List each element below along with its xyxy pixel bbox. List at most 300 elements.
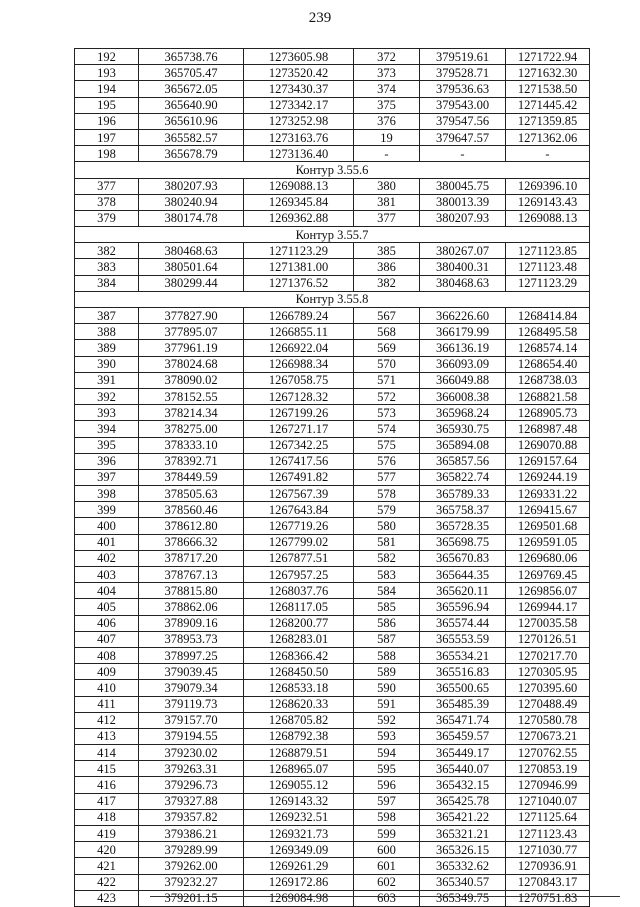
- table-row: [75, 631, 590, 647]
- bottom-rule: [150, 896, 620, 897]
- point-number-cell: 578: [354, 486, 420, 502]
- y-coordinate-cell: 1269088.13: [244, 178, 354, 194]
- point-number-cell: 396: [75, 453, 139, 469]
- table-row: [75, 210, 590, 226]
- y-coordinate-cell: 1269157.64: [506, 453, 590, 469]
- y-coordinate-cell: 1267957.25: [244, 567, 354, 583]
- x-coordinate-cell: 365534.21: [420, 647, 506, 663]
- y-coordinate-cell: 1269396.10: [506, 178, 590, 194]
- point-number-cell: 419: [75, 826, 139, 842]
- y-coordinate-cell: 1269321.73: [244, 826, 354, 842]
- x-coordinate-cell: 365321.21: [420, 826, 506, 842]
- x-coordinate-cell: 379519.61: [420, 49, 506, 65]
- y-coordinate-cell: 1273430.37: [244, 81, 354, 97]
- point-number-cell: -: [354, 146, 420, 162]
- table-row: [75, 858, 590, 874]
- point-number-cell: 595: [354, 761, 420, 777]
- y-coordinate-cell: 1271376.52: [244, 275, 354, 291]
- point-number-cell: 603: [354, 890, 420, 906]
- point-number-cell: 394: [75, 421, 139, 437]
- x-coordinate-cell: 380240.94: [139, 194, 244, 210]
- x-coordinate-cell: 365459.57: [420, 728, 506, 744]
- table-row: [75, 890, 590, 906]
- point-number-cell: 391: [75, 372, 139, 388]
- y-coordinate-cell: 1273252.98: [244, 113, 354, 129]
- point-number-cell: 413: [75, 728, 139, 744]
- x-coordinate-cell: 379157.70: [139, 712, 244, 728]
- x-coordinate-cell: 379547.56: [420, 113, 506, 129]
- table-row: [75, 81, 590, 97]
- table-row: [75, 388, 590, 404]
- point-number-cell: 405: [75, 599, 139, 615]
- y-coordinate-cell: 1271123.48: [506, 259, 590, 275]
- x-coordinate-cell: 365449.17: [420, 745, 506, 761]
- y-coordinate-cell: 1271030.77: [506, 842, 590, 858]
- point-number-cell: 197: [75, 129, 139, 145]
- table-row: [75, 567, 590, 583]
- table-row: [75, 712, 590, 728]
- table-row: [75, 534, 590, 550]
- point-number-cell: 383: [75, 259, 139, 275]
- table-row: [75, 405, 590, 421]
- y-coordinate-cell: 1271359.85: [506, 113, 590, 129]
- point-number-cell: 384: [75, 275, 139, 291]
- point-number-cell: 581: [354, 534, 420, 550]
- y-coordinate-cell: 1269680.06: [506, 550, 590, 566]
- x-coordinate-cell: 365728.35: [420, 518, 506, 534]
- table-row: [75, 680, 590, 696]
- y-coordinate-cell: 1269769.45: [506, 567, 590, 583]
- x-coordinate-cell: 365349.75: [420, 890, 506, 906]
- y-coordinate-cell: 1271123.85: [506, 243, 590, 259]
- x-coordinate-cell: 378953.73: [139, 631, 244, 647]
- point-number-cell: 373: [354, 65, 420, 81]
- point-number-cell: 587: [354, 631, 420, 647]
- point-number-cell: 382: [354, 275, 420, 291]
- x-coordinate-cell: 378767.13: [139, 567, 244, 583]
- y-coordinate-cell: 1268366.42: [244, 647, 354, 663]
- x-coordinate-cell: 365758.37: [420, 502, 506, 518]
- y-coordinate-cell: 1273163.76: [244, 129, 354, 145]
- x-coordinate-cell: 380207.93: [139, 178, 244, 194]
- point-number-cell: 418: [75, 809, 139, 825]
- x-coordinate-cell: 378449.59: [139, 469, 244, 485]
- point-number-cell: 588: [354, 647, 420, 663]
- x-coordinate-cell: 366136.19: [420, 340, 506, 356]
- x-coordinate-cell: 379232.27: [139, 874, 244, 890]
- table-row: [75, 826, 590, 842]
- y-coordinate-cell: 1269362.88: [244, 210, 354, 226]
- point-number-cell: 402: [75, 550, 139, 566]
- point-number-cell: 568: [354, 324, 420, 340]
- x-coordinate-cell: 379119.73: [139, 696, 244, 712]
- y-coordinate-cell: 1269172.86: [244, 874, 354, 890]
- y-coordinate-cell: 1267491.82: [244, 469, 354, 485]
- table-row: [75, 65, 590, 81]
- x-coordinate-cell: 379194.55: [139, 728, 244, 744]
- y-coordinate-cell: 1268414.84: [506, 308, 590, 324]
- point-number-cell: 399: [75, 502, 139, 518]
- table-row: [75, 49, 590, 65]
- point-number-cell: 591: [354, 696, 420, 712]
- y-coordinate-cell: 1268965.07: [244, 761, 354, 777]
- x-coordinate-cell: 365332.62: [420, 858, 506, 874]
- x-coordinate-cell: 378909.16: [139, 615, 244, 631]
- point-number-cell: 571: [354, 372, 420, 388]
- y-coordinate-cell: 1266922.04: [244, 340, 354, 356]
- x-coordinate-cell: 365620.11: [420, 583, 506, 599]
- point-number-cell: 372: [354, 49, 420, 65]
- point-number-cell: 572: [354, 388, 420, 404]
- x-coordinate-cell: 365930.75: [420, 421, 506, 437]
- table-row: [75, 809, 590, 825]
- point-number-cell: 592: [354, 712, 420, 728]
- point-number-cell: 19: [354, 129, 420, 145]
- x-coordinate-cell: 378815.80: [139, 583, 244, 599]
- y-coordinate-cell: 1267643.84: [244, 502, 354, 518]
- y-coordinate-cell: 1273136.40: [244, 146, 354, 162]
- table-row: [75, 518, 590, 534]
- point-number-cell: 375: [354, 97, 420, 113]
- x-coordinate-cell: 365582.57: [139, 129, 244, 145]
- contour-header-row: [75, 227, 590, 243]
- table-row: [75, 761, 590, 777]
- y-coordinate-cell: 1270488.49: [506, 696, 590, 712]
- point-number-cell: 377: [75, 178, 139, 194]
- y-coordinate-cell: 1271123.29: [244, 243, 354, 259]
- contour-header-row: [75, 162, 590, 178]
- point-number-cell: 378: [75, 194, 139, 210]
- point-number-cell: 589: [354, 664, 420, 680]
- point-number-cell: 593: [354, 728, 420, 744]
- x-coordinate-cell: 365640.90: [139, 97, 244, 113]
- y-coordinate-cell: 1273342.17: [244, 97, 354, 113]
- point-number-cell: 602: [354, 874, 420, 890]
- point-number-cell: 387: [75, 308, 139, 324]
- table-row: [75, 194, 590, 210]
- table-row: [75, 583, 590, 599]
- point-number-cell: 586: [354, 615, 420, 631]
- y-coordinate-cell: 1270853.19: [506, 761, 590, 777]
- y-coordinate-cell: 1273520.42: [244, 65, 354, 81]
- point-number-cell: 599: [354, 826, 420, 842]
- point-number-cell: 386: [354, 259, 420, 275]
- contour-title: Контур 3.55.6: [75, 162, 590, 178]
- x-coordinate-cell: 378275.00: [139, 421, 244, 437]
- y-coordinate-cell: 1268620.33: [244, 696, 354, 712]
- point-number-cell: 401: [75, 534, 139, 550]
- point-number-cell: 574: [354, 421, 420, 437]
- y-coordinate-cell: 1267719.26: [244, 518, 354, 534]
- x-coordinate-cell: 365421.22: [420, 809, 506, 825]
- x-coordinate-cell: 378152.55: [139, 388, 244, 404]
- y-coordinate-cell: 1269084.98: [244, 890, 354, 906]
- x-coordinate-cell: 380207.93: [420, 210, 506, 226]
- x-coordinate-cell: 365340.57: [420, 874, 506, 890]
- point-number-cell: 398: [75, 486, 139, 502]
- point-number-cell: 598: [354, 809, 420, 825]
- x-coordinate-cell: 380299.44: [139, 275, 244, 291]
- point-number-cell: 577: [354, 469, 420, 485]
- y-coordinate-cell: 1270946.99: [506, 777, 590, 793]
- point-number-cell: 388: [75, 324, 139, 340]
- x-coordinate-cell: 365822.74: [420, 469, 506, 485]
- point-number-cell: 407: [75, 631, 139, 647]
- x-coordinate-cell: 379543.00: [420, 97, 506, 113]
- point-number-cell: 570: [354, 356, 420, 372]
- x-coordinate-cell: 379357.82: [139, 809, 244, 825]
- table-row: [75, 777, 590, 793]
- point-number-cell: 580: [354, 518, 420, 534]
- y-coordinate-cell: 1269261.29: [244, 858, 354, 874]
- table-row: [75, 113, 590, 129]
- table-row: [75, 308, 590, 324]
- x-coordinate-cell: 365857.56: [420, 453, 506, 469]
- point-number-cell: 594: [354, 745, 420, 761]
- y-coordinate-cell: 1270762.55: [506, 745, 590, 761]
- point-number-cell: 195: [75, 97, 139, 113]
- x-coordinate-cell: 378333.10: [139, 437, 244, 453]
- y-coordinate-cell: 1271123.29: [506, 275, 590, 291]
- x-coordinate-cell: 378717.20: [139, 550, 244, 566]
- x-coordinate-cell: 366049.88: [420, 372, 506, 388]
- table-row: [75, 469, 590, 485]
- x-coordinate-cell: 378612.80: [139, 518, 244, 534]
- table-row: [75, 502, 590, 518]
- y-coordinate-cell: 1270035.58: [506, 615, 590, 631]
- y-coordinate-cell: 1268495.58: [506, 324, 590, 340]
- x-coordinate-cell: 366226.60: [420, 308, 506, 324]
- y-coordinate-cell: 1271362.06: [506, 129, 590, 145]
- table-row: [75, 243, 590, 259]
- y-coordinate-cell: 1269055.12: [244, 777, 354, 793]
- point-number-cell: 583: [354, 567, 420, 583]
- point-number-cell: 597: [354, 793, 420, 809]
- point-number-cell: 400: [75, 518, 139, 534]
- table-row: [75, 550, 590, 566]
- x-coordinate-cell: 379289.99: [139, 842, 244, 858]
- table-row: [75, 129, 590, 145]
- point-number-cell: 193: [75, 65, 139, 81]
- x-coordinate-cell: 380013.39: [420, 194, 506, 210]
- coordinates-table: [74, 48, 590, 907]
- y-coordinate-cell: 1266988.34: [244, 356, 354, 372]
- y-coordinate-cell: 1268792.38: [244, 728, 354, 744]
- point-number-cell: 377: [354, 210, 420, 226]
- y-coordinate-cell: 1268533.18: [244, 680, 354, 696]
- y-coordinate-cell: 1268117.05: [244, 599, 354, 615]
- table-row: [75, 664, 590, 680]
- y-coordinate-cell: 1267877.51: [244, 550, 354, 566]
- point-number-cell: 194: [75, 81, 139, 97]
- x-coordinate-cell: 365644.35: [420, 567, 506, 583]
- table-row: [75, 437, 590, 453]
- y-coordinate-cell: 1269331.22: [506, 486, 590, 502]
- x-coordinate-cell: 378505.63: [139, 486, 244, 502]
- y-coordinate-cell: -: [506, 146, 590, 162]
- y-coordinate-cell: 1269591.05: [506, 534, 590, 550]
- y-coordinate-cell: 1271632.30: [506, 65, 590, 81]
- x-coordinate-cell: 365672.05: [139, 81, 244, 97]
- table-row: [75, 842, 590, 858]
- y-coordinate-cell: 1268654.40: [506, 356, 590, 372]
- x-coordinate-cell: 365440.07: [420, 761, 506, 777]
- x-coordinate-cell: 366179.99: [420, 324, 506, 340]
- point-number-cell: 192: [75, 49, 139, 65]
- y-coordinate-cell: 1268705.82: [244, 712, 354, 728]
- x-coordinate-cell: 377895.07: [139, 324, 244, 340]
- point-number-cell: 385: [354, 243, 420, 259]
- x-coordinate-cell: 380174.78: [139, 210, 244, 226]
- y-coordinate-cell: 1267128.32: [244, 388, 354, 404]
- point-number-cell: 379: [75, 210, 139, 226]
- table-row: [75, 324, 590, 340]
- point-number-cell: 389: [75, 340, 139, 356]
- x-coordinate-cell: 365471.74: [420, 712, 506, 728]
- y-coordinate-cell: 1269349.09: [244, 842, 354, 858]
- y-coordinate-cell: 1266789.24: [244, 308, 354, 324]
- table-row: [75, 615, 590, 631]
- x-coordinate-cell: 380501.64: [139, 259, 244, 275]
- x-coordinate-cell: 365789.33: [420, 486, 506, 502]
- x-coordinate-cell: 380267.07: [420, 243, 506, 259]
- y-coordinate-cell: 1270751.83: [506, 890, 590, 906]
- point-number-cell: 584: [354, 583, 420, 599]
- x-coordinate-cell: 378214.34: [139, 405, 244, 421]
- y-coordinate-cell: 1269415.67: [506, 502, 590, 518]
- table-row: [75, 486, 590, 502]
- table-row: [75, 421, 590, 437]
- contour-header-row: [75, 291, 590, 307]
- contour-title: Контур 3.55.8: [75, 291, 590, 307]
- table-row: [75, 696, 590, 712]
- point-number-cell: 573: [354, 405, 420, 421]
- x-coordinate-cell: 379386.21: [139, 826, 244, 842]
- table-row: [75, 793, 590, 809]
- y-coordinate-cell: 1271125.64: [506, 809, 590, 825]
- x-coordinate-cell: 365738.76: [139, 49, 244, 65]
- table-row: [75, 599, 590, 615]
- y-coordinate-cell: 1269143.32: [244, 793, 354, 809]
- point-number-cell: 374: [354, 81, 420, 97]
- y-coordinate-cell: 1268987.48: [506, 421, 590, 437]
- x-coordinate-cell: 379536.63: [420, 81, 506, 97]
- point-number-cell: 582: [354, 550, 420, 566]
- x-coordinate-cell: -: [420, 146, 506, 162]
- x-coordinate-cell: 365894.08: [420, 437, 506, 453]
- y-coordinate-cell: 1270395.60: [506, 680, 590, 696]
- y-coordinate-cell: 1270673.21: [506, 728, 590, 744]
- point-number-cell: 567: [354, 308, 420, 324]
- table-row: [75, 259, 590, 275]
- y-coordinate-cell: 1268200.77: [244, 615, 354, 631]
- x-coordinate-cell: 380045.75: [420, 178, 506, 194]
- point-number-cell: 196: [75, 113, 139, 129]
- point-number-cell: 382: [75, 243, 139, 259]
- point-number-cell: 585: [354, 599, 420, 615]
- x-coordinate-cell: 365705.47: [139, 65, 244, 81]
- point-number-cell: 406: [75, 615, 139, 631]
- x-coordinate-cell: 365326.15: [420, 842, 506, 858]
- point-number-cell: 409: [75, 664, 139, 680]
- x-coordinate-cell: 365516.83: [420, 664, 506, 680]
- x-coordinate-cell: 378392.71: [139, 453, 244, 469]
- contour-title: Контур 3.55.7: [75, 227, 590, 243]
- table-row: [75, 372, 590, 388]
- x-coordinate-cell: 379201.15: [139, 890, 244, 906]
- point-number-cell: 381: [354, 194, 420, 210]
- point-number-cell: 576: [354, 453, 420, 469]
- point-number-cell: 411: [75, 696, 139, 712]
- point-number-cell: 397: [75, 469, 139, 485]
- y-coordinate-cell: 1268283.01: [244, 631, 354, 647]
- x-coordinate-cell: 378560.46: [139, 502, 244, 518]
- point-number-cell: 380: [354, 178, 420, 194]
- x-coordinate-cell: 379263.31: [139, 761, 244, 777]
- point-number-cell: 569: [354, 340, 420, 356]
- point-number-cell: 575: [354, 437, 420, 453]
- y-coordinate-cell: 1266855.11: [244, 324, 354, 340]
- point-number-cell: 412: [75, 712, 139, 728]
- x-coordinate-cell: 365425.78: [420, 793, 506, 809]
- y-coordinate-cell: 1269345.84: [244, 194, 354, 210]
- point-number-cell: 403: [75, 567, 139, 583]
- x-coordinate-cell: 379230.02: [139, 745, 244, 761]
- x-coordinate-cell: 378666.32: [139, 534, 244, 550]
- point-number-cell: 414: [75, 745, 139, 761]
- x-coordinate-cell: 379296.73: [139, 777, 244, 793]
- point-number-cell: 579: [354, 502, 420, 518]
- point-number-cell: 420: [75, 842, 139, 858]
- x-coordinate-cell: 378862.06: [139, 599, 244, 615]
- table-row: [75, 275, 590, 291]
- x-coordinate-cell: 366008.38: [420, 388, 506, 404]
- table-row: [75, 874, 590, 890]
- y-coordinate-cell: 1270126.51: [506, 631, 590, 647]
- x-coordinate-cell: 365596.94: [420, 599, 506, 615]
- y-coordinate-cell: 1271445.42: [506, 97, 590, 113]
- y-coordinate-cell: 1269944.17: [506, 599, 590, 615]
- y-coordinate-cell: 1271040.07: [506, 793, 590, 809]
- x-coordinate-cell: 366093.09: [420, 356, 506, 372]
- y-coordinate-cell: 1273605.98: [244, 49, 354, 65]
- y-coordinate-cell: 1268738.03: [506, 372, 590, 388]
- point-number-cell: 601: [354, 858, 420, 874]
- y-coordinate-cell: 1267417.56: [244, 453, 354, 469]
- table-row: [75, 178, 590, 194]
- page-number: 239: [308, 10, 332, 26]
- y-coordinate-cell: 1269244.19: [506, 469, 590, 485]
- y-coordinate-cell: 1269856.07: [506, 583, 590, 599]
- y-coordinate-cell: 1270305.95: [506, 664, 590, 680]
- y-coordinate-cell: 1267567.39: [244, 486, 354, 502]
- point-number-cell: 596: [354, 777, 420, 793]
- table-row: [75, 745, 590, 761]
- x-coordinate-cell: 365968.24: [420, 405, 506, 421]
- point-number-cell: 393: [75, 405, 139, 421]
- x-coordinate-cell: 365485.39: [420, 696, 506, 712]
- x-coordinate-cell: 380468.63: [139, 243, 244, 259]
- x-coordinate-cell: 365432.15: [420, 777, 506, 793]
- y-coordinate-cell: 1271722.94: [506, 49, 590, 65]
- point-number-cell: 198: [75, 146, 139, 162]
- x-coordinate-cell: 377961.19: [139, 340, 244, 356]
- point-number-cell: 390: [75, 356, 139, 372]
- point-number-cell: 376: [354, 113, 420, 129]
- point-number-cell: 421: [75, 858, 139, 874]
- x-coordinate-cell: 379039.45: [139, 664, 244, 680]
- x-coordinate-cell: 365670.83: [420, 550, 506, 566]
